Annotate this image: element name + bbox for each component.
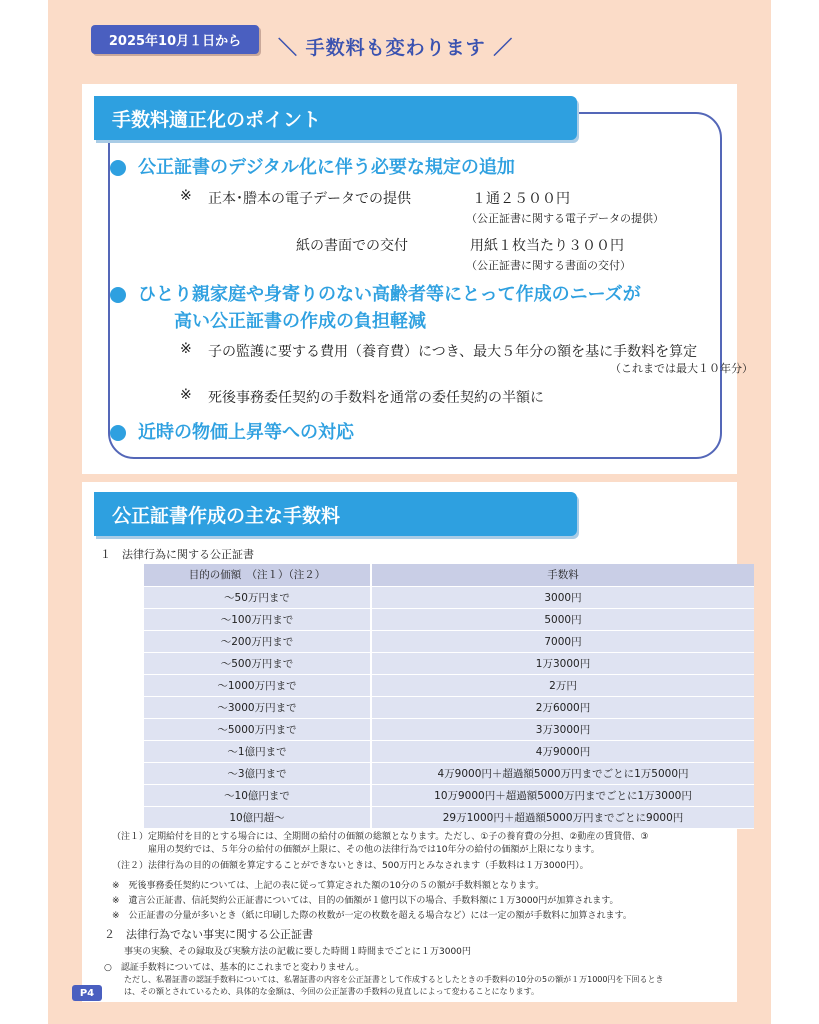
table-row: [144, 652, 754, 674]
table-row: [144, 806, 754, 828]
note-star-3: ※ 公正証書の分量が多いとき（紙に印刷した際の枚数が一定の枚数を超える場合など）には一定の額が手数料に加算されます。: [112, 911, 632, 921]
cell-fee: 2万6000円: [371, 696, 754, 718]
cell-value-range: ～100万円まで: [144, 608, 371, 630]
cell-fee: 2万円: [371, 674, 754, 696]
bullet-icon: [110, 160, 126, 176]
cell-fee: 7000円: [371, 630, 754, 652]
cell-value-range: ～1億円まで: [144, 740, 371, 762]
digital-item: 正本･謄本の電子データでの提供: [208, 191, 411, 207]
cell-value-range: ～500万円まで: [144, 652, 371, 674]
point-1: [110, 156, 515, 180]
point-2-label-line2: 高い公正証書の作成の負担軽減: [174, 311, 426, 332]
support-cost-text: 子の監護に要する費用（養育費）につき、最大５年分の額を基に手数料を算定: [208, 344, 698, 360]
table-row: [144, 630, 754, 652]
section-title-fees: 公正証書作成の主な手数料: [94, 492, 577, 536]
support-cost-note: （これまでは最大１０年分）: [610, 362, 753, 375]
cell-value-range: ～3000万円まで: [144, 696, 371, 718]
cell-value-range: 10億円超～: [144, 806, 371, 828]
point-3: [110, 421, 354, 445]
cell-fee: 29万1000円＋超過額5000万円までごとに9000円: [371, 806, 754, 828]
page-background: [48, 0, 771, 1024]
digital-note: （公正証書に関する電子データの提供）: [466, 212, 664, 225]
cell-value-range: ～5000万円まで: [144, 718, 371, 740]
fee-table: [144, 564, 754, 829]
table-row: [144, 696, 754, 718]
cell-value-range: ～3億円まで: [144, 762, 371, 784]
point-1-label: 公正証書のデジタル化に伴う必要な規定の追加: [138, 157, 515, 178]
table-row: [144, 674, 754, 696]
bullet-icon: [110, 425, 126, 441]
item-2-title: ２ 法律行為でない事実に関する公正証書: [104, 928, 313, 941]
note-1-line-1: （注１）定期給付を目的とする場合には、全期間の給付の価額の総額となります。ただし、①子の養育費の分担、②動産の賃貸借、③: [112, 832, 649, 842]
table-header-row: [144, 564, 754, 586]
cell-fee: 3万3000円: [371, 718, 754, 740]
cell-fee: 4万9000円＋超過額5000万円までごとに1万5000円: [371, 762, 754, 784]
note-2: （注２）法律行為の目的の価額を算定することができないときは、500万円とみなされます（手数料は１万3000円）。: [112, 861, 589, 871]
table-row: [144, 586, 754, 608]
point-2-label-line1: ひとり親家庭や身寄りのない高齢者等にとって作成のニーズが: [138, 284, 641, 305]
point-3-label: 近時の物価上昇等への対応: [138, 422, 354, 443]
table-row: [144, 608, 754, 630]
table-row: [144, 762, 754, 784]
cell-value-range: ～10億円まで: [144, 784, 371, 806]
item-2-body: 事実の実験、その録取及び実験方法の記載に要した時間１時間までごとに１万3000円: [124, 947, 471, 957]
table-caption: １ 法律行為に関する公正証書: [100, 548, 254, 561]
header-value: 目的の価額 （注１）（注２）: [144, 564, 371, 586]
circle-sub-2: は、その額とされているため、具体的な金額は、今回の公正証書の手数料の見直しによって変わることになります。: [124, 987, 540, 996]
cell-fee: 3000円: [371, 586, 754, 608]
mark: ※: [180, 387, 192, 403]
note-star-2: ※ 遺言公正証書、信託契約公正証書については、目的の価額が１億円以下の場合、手数料額に１万3000円が加算されます。: [112, 896, 619, 906]
posthumous-text: 死後事務委任契約の手数料を通常の委任契約の半額に: [208, 390, 544, 406]
paper-note: （公正証書に関する書面の交付）: [466, 259, 631, 272]
cell-fee: 1万3000円: [371, 652, 754, 674]
date-badge: 2025年10月１日から: [91, 25, 259, 54]
note-star-1: ※ 死後事務委任契約については、上記の表に従って算定された額の10分の５の額が手数料額となります。: [112, 881, 545, 891]
circle-note: ○ 認証手数料については、基本的にこれまでと変わりません。: [104, 963, 365, 973]
cell-value-range: ～1000万円まで: [144, 674, 371, 696]
bullet-icon: [110, 287, 126, 303]
table-row: [144, 718, 754, 740]
cell-fee: 10万9000円＋超過額5000万円までごとに1万3000円: [371, 784, 754, 806]
cell-fee: 4万9000円: [371, 740, 754, 762]
circle-sub-1: ただし、私署証書の認証手数料については、私署証書の内容を公正証書として作成するとしたときの手数料の10分の5の額が１万1000円を下回るとき: [124, 975, 664, 984]
note-1-line-2: 雇用の契約では、５年分の給付の価額が上限に、その他の法律行為では10年分の給付の価額が上限になります。: [148, 845, 600, 855]
paper-value: 用紙１枚当たり３００円: [470, 238, 624, 254]
section-title-points: 手数料適正化のポイント: [94, 96, 577, 140]
digital-value: １通２５００円: [472, 191, 570, 207]
point-2: [110, 283, 641, 307]
page-number: P4: [72, 985, 102, 1001]
cell-value-range: ～50万円まで: [144, 586, 371, 608]
cell-value-range: ～200万円まで: [144, 630, 371, 652]
mark: ※: [180, 188, 192, 204]
points-card: [82, 84, 753, 474]
table-row: [144, 740, 754, 762]
cell-fee: 5000円: [371, 608, 754, 630]
fees-card: [82, 482, 737, 1002]
mark: ※: [180, 341, 192, 357]
header-fee: 手数料: [371, 564, 754, 586]
paper-item: 紙の書面での交付: [296, 238, 408, 254]
table-row: [144, 784, 754, 806]
headline: ＼ 手数料も変わります ／: [278, 37, 514, 59]
